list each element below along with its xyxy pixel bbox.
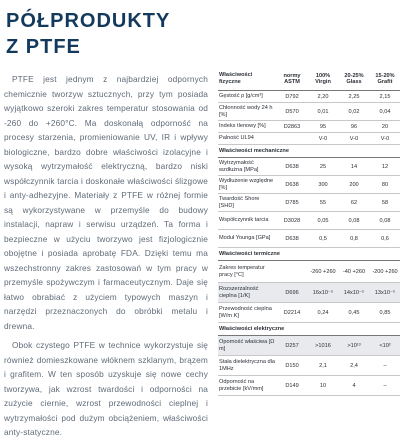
cell-astm: D696 — [285, 289, 299, 296]
table-row — [218, 103, 400, 121]
cell-glass: 2,25 — [348, 93, 360, 100]
cell-glass: 96 — [350, 123, 358, 130]
table-row — [218, 121, 400, 133]
cell-grafit: 2,15 — [379, 93, 391, 100]
cell-grafit: 12 — [381, 163, 389, 170]
cell-name: Moduł Younga [GPa] — [219, 235, 271, 241]
table-row — [218, 303, 400, 323]
table-header — [218, 68, 400, 91]
cell-glass: 62 — [350, 199, 358, 206]
cell-grafit: 13x10⁻⁵ — [374, 289, 396, 296]
cell-astm: D785 — [285, 199, 299, 206]
cell-glass: 14 — [350, 163, 358, 170]
cell-name: Chłonność wody 24 h [%] — [219, 104, 273, 118]
cell-astm: D150 — [285, 362, 299, 369]
title-line-2: Z PTFE — [6, 36, 81, 58]
cell-name: Wydłużenie względne [%] — [219, 177, 274, 191]
header-glass: 20-25% Glass — [344, 73, 364, 85]
cell-grafit: 0,04 — [379, 108, 391, 115]
cell-virgin: 16x10⁻⁵ — [312, 289, 334, 296]
page-title — [6, 8, 206, 60]
cell-grafit: -200 +260 — [372, 268, 398, 275]
cell-virgin: 25 — [319, 163, 327, 170]
table-row — [218, 133, 400, 145]
cell-name: Stała dielektryczna dla 1MHz — [219, 358, 275, 372]
description — [4, 72, 208, 445]
cell-glass: V-0 — [349, 135, 359, 142]
section-thermal — [218, 248, 400, 261]
table-row — [218, 261, 400, 283]
header-astm: normy ASTM — [283, 73, 301, 85]
description-paragraph-1: PTFE jest jednym z najbardziej odpornych chemicznie tworzyw sztucznych, przy tym posiada wyjątkowo szeroki zakres temperatur stosowania od -260 do +260°C. Ma doskonałą odporność na procesy starzenia, promieniowanie UV, IR i wpływy biologiczne, bardzo dobre właściwości izolacyjne i wysoką wytrzymałość elektryczną, bardzo niski współczynnik tarcia i doskonałe właściwości ślizgowe i anty-adhezyjne. Materiały z PTFE w różnej formie są wykorzystywane w przemyśle do budowy instalacji, napraw i serwisu urządzeń. Ta forma i bezpieczne w użyciu tworzywo jest fizjologicznie obojętne i posiada aprobatę FDA. Dzięki temu ma wszechstronny zakres zastosowań w tym pracy w przemyśle spożywczym i farmaceutycznym. Daje się łatwo obrabiać z użyciem typowych maszyn i narzędzi przeznaczonych do obróbki metalu i drewna. — [4, 74, 208, 331]
cell-glass: 4 — [352, 382, 356, 389]
table-row — [218, 91, 400, 103]
table-row — [218, 376, 400, 396]
cell-grafit: V-0 — [380, 135, 390, 142]
table-row — [218, 176, 400, 194]
cell-virgin: 0,24 — [317, 309, 329, 316]
cell-astm: D257 — [285, 342, 299, 349]
table-row — [218, 283, 400, 303]
cell-astm: D2863 — [283, 123, 301, 130]
cell-grafit: 0,6 — [381, 235, 389, 242]
cell-glass: >10¹³ — [347, 342, 361, 349]
cell-glass: 0,8 — [350, 235, 358, 242]
cell-grafit: – — [383, 362, 387, 369]
cell-grafit: 58 — [381, 199, 389, 206]
description-paragraph-2: Obok czystego PTFE w technice wykorzystuje się również domieszkowane włóknem szklanym, brązem i grafitem. W ten sposób uzyskuje się nowe cechy tworzywa, jak wzrost twardości i odporności na zużycie ciernie, wzrost przewodności cieplnej i wytrzymałości pod dużym obciążeniem, właściwości anty-statyczne. — [4, 340, 208, 437]
cell-astm: D570 — [285, 108, 299, 115]
properties-table — [218, 68, 400, 396]
cell-name: Zakres temperatur pracy [°C] — [219, 264, 265, 278]
table-row — [218, 230, 400, 248]
cell-name: Odporność na przebicie [kV/mm] — [219, 378, 264, 392]
cell-grafit: 80 — [381, 181, 389, 188]
cell-grafit: <10² — [379, 342, 391, 349]
cell-virgin: 55 — [319, 199, 327, 206]
cell-virgin: 2,20 — [317, 93, 329, 100]
section-electrical — [218, 323, 400, 336]
cell-name: Twardość Shore [SHD] — [219, 195, 260, 209]
cell-virgin: 95 — [319, 123, 327, 130]
cell-grafit: 0,85 — [379, 309, 391, 316]
table-row — [218, 158, 400, 176]
cell-virgin: 0,5 — [319, 235, 327, 242]
section-label: Właściwości mechaniczne — [219, 148, 289, 154]
cell-virgin: 2,1 — [319, 362, 327, 369]
section-mechanical — [218, 145, 400, 158]
table-row — [218, 194, 400, 212]
header-virgin: 100% Virgin — [315, 73, 331, 85]
cell-glass: 0,02 — [348, 108, 360, 115]
section-label: Właściwości termiczne — [219, 251, 280, 257]
cell-virgin: 0,05 — [317, 217, 329, 224]
cell-virgin: -260 +260 — [310, 268, 336, 275]
cell-name: Przewodność cieplna [W/m K] — [219, 305, 272, 319]
cell-virgin: 10 — [319, 382, 327, 389]
cell-name: Gęstość p [g/cm³] — [219, 93, 263, 99]
title-line-1: PÓŁPRODUKTY — [6, 10, 171, 32]
cell-name: Oporność właściwa [Ω m] — [219, 338, 275, 352]
cell-name: Wytrzymałość wzdłużna [MPa] — [219, 159, 259, 173]
cell-glass: -40 +260 — [342, 268, 366, 275]
cell-astm: D638 — [285, 163, 299, 170]
header-grafit: 15-20% Grafit — [375, 73, 395, 85]
cell-glass: 0,08 — [348, 217, 360, 224]
cell-astm: D2214 — [283, 309, 301, 316]
table-row — [218, 336, 400, 356]
cell-astm: D149 — [285, 382, 299, 389]
cell-glass: 0,45 — [348, 309, 360, 316]
cell-name: Współczynnik tarcia — [219, 217, 269, 223]
cell-virgin: 0,01 — [317, 108, 329, 115]
cell-name: Rozszerzalność cieplna [1/K] — [219, 285, 259, 299]
cell-virgin: V-0 — [318, 135, 328, 142]
cell-glass: 2,4 — [350, 362, 358, 369]
cell-grafit: – — [383, 382, 387, 389]
cell-glass: 200 — [349, 181, 359, 188]
cell-virgin: >1016 — [315, 342, 331, 349]
cell-virgin: 300 — [318, 181, 328, 188]
cell-name: Palność UL94 — [219, 135, 254, 141]
section-label: Właściwości elektryczne — [219, 326, 285, 332]
cell-astm: D638 — [285, 181, 299, 188]
table-row — [218, 356, 400, 376]
table-row — [218, 212, 400, 230]
cell-name: Indeks tlenowy [%] — [219, 123, 266, 129]
header-properties: Właściwości fizyczne — [219, 72, 253, 85]
cell-grafit: 20 — [381, 123, 389, 130]
cell-astm: D3028 — [283, 217, 301, 224]
cell-glass: 14x10⁻⁵ — [343, 289, 365, 296]
cell-astm: D638 — [285, 235, 299, 242]
cell-grafit: 0,08 — [379, 217, 391, 224]
cell-astm: D792 — [285, 93, 299, 100]
